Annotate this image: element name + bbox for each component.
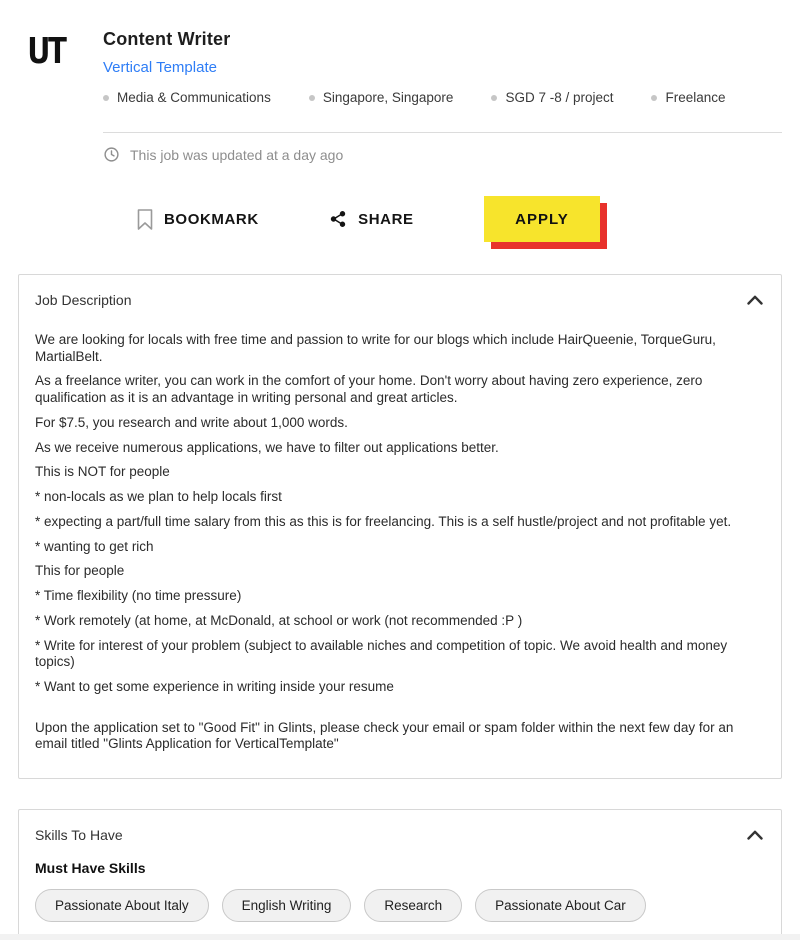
job-updated-row	[103, 146, 782, 163]
share-label: SHARE	[358, 210, 414, 228]
meta-category	[103, 90, 271, 105]
skills-header	[35, 827, 765, 843]
jd-paragraph: * expecting a part/full time salary from this as this is for freelancing. This is a self hustle/project and not profitable yet.	[35, 513, 732, 529]
skill-chip[interactable]: Passionate About Car	[475, 889, 646, 922]
job-updated-text: This job was updated at a day ago	[130, 146, 344, 163]
skills-collapse-button[interactable]	[745, 828, 765, 842]
jd-paragraph: * Time flexibility (no time pressure)	[35, 588, 242, 604]
jd-paragraph: We are looking for locals with free time and passion to write for our blogs which include HairQueenie, TorqueGuru, MartialBelt.	[35, 332, 716, 364]
apply-label: APPLY	[515, 210, 569, 228]
meta-salary-label: SGD 7 -8 / project	[505, 90, 614, 105]
skills-chip-list	[35, 889, 765, 922]
chevron-up-icon	[747, 295, 763, 305]
jd-paragraph: As we receive numerous applications, we have to filter out applications better.	[35, 439, 499, 455]
meta-job-type-label: Freelance	[665, 90, 726, 105]
job-description-title: Job Description	[35, 292, 132, 308]
apply-button[interactable]	[484, 196, 600, 242]
company-link[interactable]: Vertical Template	[103, 59, 217, 76]
job-description-body	[35, 332, 765, 753]
meta-location	[309, 90, 454, 105]
bookmark-icon	[137, 209, 153, 230]
job-header-info	[103, 29, 726, 105]
jd-paragraph: As a freelance writer, you can work in the comfort of your home. Don't worry about having zero experience, zero qualification as it is an advantage in writing personal and great articles.	[35, 373, 703, 406]
must-have-skills-label: Must Have Skills	[35, 860, 146, 877]
job-description-card	[18, 274, 782, 779]
job-meta-row	[103, 90, 726, 105]
meta-job-type	[651, 90, 725, 105]
skill-chip[interactable]: Research	[364, 889, 462, 922]
meta-salary	[491, 90, 613, 105]
next-card-edge	[0, 934, 800, 940]
header-divider	[103, 132, 782, 133]
jd-paragraph: This is NOT for people	[35, 464, 170, 480]
job-description-header	[35, 292, 765, 308]
skills-title: Skills To Have	[35, 827, 123, 844]
bookmark-button[interactable]	[137, 209, 259, 230]
header-sub-section	[103, 132, 782, 163]
skill-chip[interactable]: Passionate About Italy	[35, 889, 209, 922]
jd-paragraph: * Want to get some experience in writing inside your resume	[35, 679, 394, 695]
bookmark-label: BOOKMARK	[164, 210, 259, 228]
jd-paragraph: This for people	[35, 563, 125, 579]
jd-paragraph: * non-locals as we plan to help locals first	[35, 489, 282, 505]
meta-category-label: Media & Communications	[117, 90, 271, 105]
bullet-icon	[103, 95, 109, 101]
chevron-up-icon	[747, 830, 763, 840]
bullet-icon	[309, 95, 315, 101]
jd-paragraph: * wanting to get rich	[35, 538, 154, 554]
job-actions	[137, 196, 600, 242]
job-header	[0, 0, 800, 105]
job-description-collapse-button[interactable]	[745, 293, 765, 307]
jd-paragraph: Upon the application set to "Good Fit" in Glints, please check your email or spam folder within the next few day for an email titled "Glints Application for VerticalTemplate"	[35, 719, 734, 752]
share-icon	[329, 210, 347, 228]
clock-icon	[103, 146, 120, 163]
meta-location-label: Singapore, Singapore	[322, 90, 454, 105]
skill-chip[interactable]: English Writing	[222, 889, 352, 922]
bullet-icon	[651, 95, 657, 101]
jd-paragraph: * Write for interest of your problem (subject to available niches and competition of topic. We avoid health and money topics)	[35, 637, 728, 670]
share-button[interactable]	[329, 210, 414, 228]
page-title: Content Writer	[103, 29, 231, 49]
bullet-icon	[491, 95, 497, 101]
jd-paragraph: * Work remotely (at home, at McDonald, at school or work (not recommended :P )	[35, 612, 523, 628]
company-logo: UT	[28, 31, 66, 72]
skills-card	[18, 809, 782, 940]
jd-paragraph: For $7.5, you research and write about 1,000 words.	[35, 414, 348, 430]
